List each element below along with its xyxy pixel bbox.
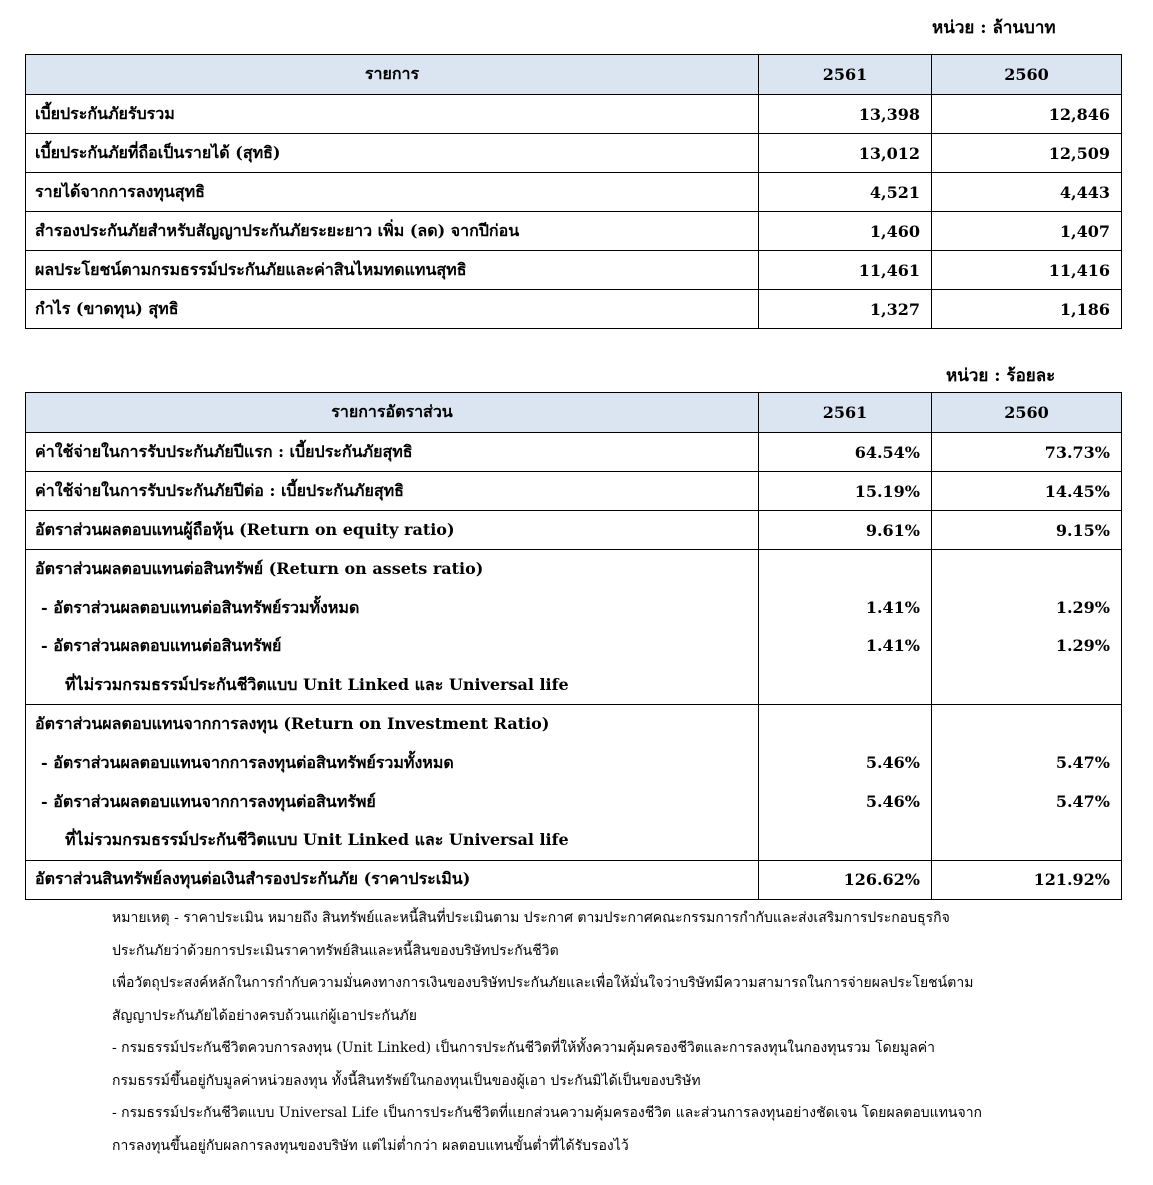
value-2560: 9.15% [932,511,1122,550]
table-row [26,212,1122,251]
value-2560: 14.45% [932,472,1122,511]
row-label: ค่าใช้จ่ายในการรับประกันภัยปีแรก : เบี้ยประกันภัยสุทธิ [26,433,759,472]
note-line: การลงทุนขึ้นอยู่กับผลการลงทุนของบริษัท แต่ไม่ต่ำกว่า ผลตอบแทนขั้นต่ำที่ได้รับรองไว้ [112,1137,629,1154]
value-2561: 5.46% [865,791,920,811]
note-line: - กรมธรรม์ประกันชีวิตควบการลงทุน (Unit Linked) เป็นการประกันชีวิตที่ให้ทั้งความคุ้มครองชีวิตและการลงทุนในกองทุนรวม โดยมูลค่า [112,1040,935,1056]
value-2561: 1.41% [865,597,920,617]
roa-title: อัตราส่วนผลตอบแทนต่อสินทรัพย์ (Return on assets ratio) [35,559,484,578]
roi-item-2-continuation: ที่ไม่รวมกรมธรรม์ประกันชีวิตแบบ Unit Linked และ Universal life [65,830,569,850]
value-2560: 121.92% [932,860,1122,899]
value-2561: 126.62% [759,860,932,899]
value-2561: 1.41% [865,636,920,656]
table-row [26,511,1122,550]
value-2561: 11,461 [759,251,932,290]
value-2560: 1,407 [932,212,1122,251]
roa-values-2561 [759,550,932,705]
column-header-2561: 2561 [759,55,932,95]
table-row [26,95,1122,134]
value-2561: 9.61% [759,511,932,550]
ratio-table [25,392,1122,900]
roi-item-1: - อัตราส่วนผลตอบแทนจากการลงทุนต่อสินทรัพย์รวมทั้งหมด [41,752,454,772]
row-label: เบี้ยประกันภัยที่ถือเป็นรายได้ (สุทธิ) [26,134,759,173]
table-row [26,472,1122,511]
value-2560: 11,416 [932,251,1122,290]
value-2561: 1,327 [759,290,932,329]
value-2560: 12,509 [932,134,1122,173]
value-2561: 13,012 [759,134,932,173]
table-header-row [26,55,1122,95]
roa-label-cell [26,550,759,705]
value-2560: 1,186 [932,290,1122,329]
roi-values-2560 [932,705,1122,860]
row-label: เบี้ยประกันภัยรับรวม [26,95,759,134]
value-2561: 4,521 [759,173,932,212]
row-label: กำไร (ขาดทุน) สุทธิ [26,290,759,329]
value-2561: 13,398 [759,95,932,134]
footnotes [112,902,1072,1162]
note-line: หมายเหตุ - ราคาประเมิน หมายถึง สินทรัพย์และหนี้สินที่ประเมินตาม ประกาศ ตามประกาศคณะกรรมการกำกับและส่งเสริมการประกอบธุรกิจ [112,910,950,926]
table-row [26,173,1122,212]
value-2561: 5.46% [865,752,920,772]
value-2560: 5.47% [1055,752,1110,772]
table-row [26,290,1122,329]
column-header-2560: 2560 [932,393,1122,433]
roi-values-2561 [759,705,932,860]
table-row [26,433,1122,472]
row-label: อัตราส่วนผลตอบแทนผู้ถือหุ้น (Return on equity ratio) [26,511,759,550]
roi-item-2: - อัตราส่วนผลตอบแทนจากการลงทุนต่อสินทรัพย์ [41,791,376,811]
roi-title: อัตราส่วนผลตอบแทนจากการลงทุน (Return on Investment Ratio) [35,714,550,734]
column-header-2561: 2561 [759,393,932,433]
roa-item-2: - อัตราส่วนผลตอบแทนต่อสินทรัพย์ [41,636,282,656]
note-line: สัญญาประกันภัยได้อย่างครบถ้วนแก่ผู้เอาประกันภัย [112,1007,417,1024]
row-label: อัตราส่วนสินทรัพย์ลงทุนต่อเงินสำรองประกันภัย (ราคาประเมิน) [26,860,759,899]
row-label: สำรองประกันภัยสำหรับสัญญาประกันภัยระยะยาว เพิ่ม (ลด) จากปีก่อน [26,212,759,251]
column-header-ratio-item: รายการอัตราส่วน [26,393,759,433]
unit-label-percent: หน่วย : ร้อยละ [946,366,1056,386]
value-2561: 1,460 [759,212,932,251]
note-line: กรมธรรม์ขึ้นอยู่กับมูลค่าหน่วยลงทุน ทั้งนี้สินทรัพย์ในกองทุนเป็นของผู้เอา ประกันมิได้เป็นของบริษัท [112,1072,701,1089]
roi-label-cell [26,705,759,860]
roa-values-2560 [932,550,1122,705]
row-label: ผลประโยชน์ตามกรมธรรม์ประกันภัยและค่าสินไหมทดแทนสุทธิ [26,251,759,290]
roa-item-2-continuation: ที่ไม่รวมกรมธรรม์ประกันชีวิตแบบ Unit Linked และ Universal life [65,674,569,694]
row-label: ค่าใช้จ่ายในการรับประกันภัยปีต่อ : เบี้ยประกันภัยสุทธิ [26,472,759,511]
note-line: เพื่อวัตถุประสงค์หลักในการกำกับความมั่นคงทางการเงินของบริษัทประกันภัยและเพื่อให้มั่นใจว่าบริษัทมีความสามารถในการจ่ายผลประโยชน์ตาม [112,975,974,991]
value-2560: 5.47% [1055,791,1110,811]
unit-label-million-baht: หน่วย : ล้านบาท [932,18,1056,38]
table-row [26,134,1122,173]
column-header-item: รายการ [26,55,759,95]
value-2560: 73.73% [932,433,1122,472]
table-header-row [26,393,1122,433]
note-line: - กรมธรรม์ประกันชีวิตแบบ Universal Life เป็นการประกันชีวิตที่แยกส่วนความคุ้มครองชีวิต และส่วนการลงทุนอย่างชัดเจน โดยผลตอบแทนจาก [112,1105,983,1121]
column-header-2560: 2560 [932,55,1122,95]
value-2561: 15.19% [759,472,932,511]
roa-item-1: - อัตราส่วนผลตอบแทนต่อสินทรัพย์รวมทั้งหมด [41,597,360,617]
table-row-roa [26,550,1122,705]
table-row-roi [26,705,1122,860]
financial-summary-table [25,54,1122,329]
row-label: รายได้จากการลงทุนสุทธิ [26,173,759,212]
value-2560: 4,443 [932,173,1122,212]
table-row [26,251,1122,290]
value-2560: 1.29% [1055,636,1110,656]
value-2560: 12,846 [932,95,1122,134]
table-row [26,860,1122,899]
value-2560: 1.29% [1055,597,1110,617]
note-line: ประกันภัยว่าด้วยการประเมินราคาทรัพย์สินและหนี้สินของบริษัทประกันชีวิต [112,942,559,959]
value-2561: 64.54% [759,433,932,472]
